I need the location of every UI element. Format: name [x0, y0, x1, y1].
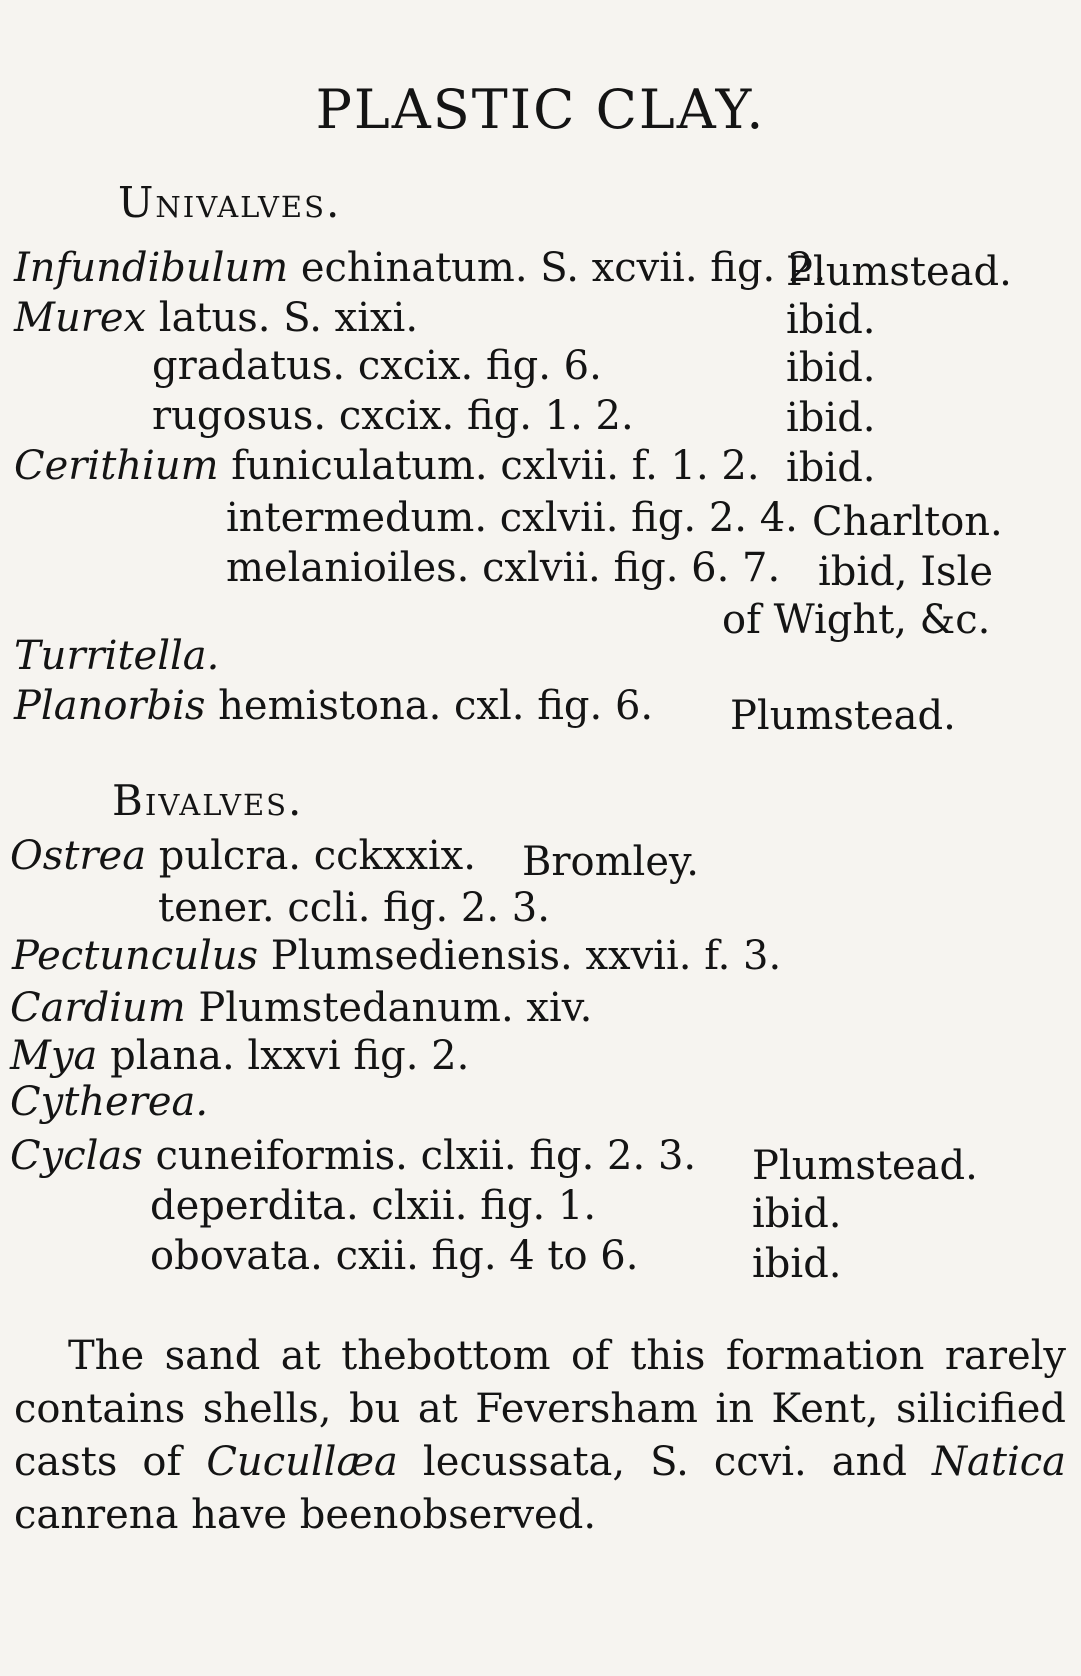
list-item	[150, 1233, 639, 1279]
species-reference: tener. ccli. fig. 2. 3.	[158, 885, 550, 931]
list-item	[14, 295, 419, 341]
locality: ibid.	[752, 1241, 842, 1287]
list-item	[12, 933, 782, 979]
list-item	[152, 343, 602, 389]
locality: ibid.	[786, 395, 876, 441]
genus-name: Mya	[10, 1033, 98, 1079]
bivalves-heading: Bivalves.	[112, 776, 304, 825]
list-item	[14, 245, 827, 291]
univalves-heading: Univalves.	[118, 178, 342, 227]
list-item	[150, 1183, 597, 1229]
species-reference: obovata. cxii. fig. 4 to 6.	[150, 1233, 639, 1279]
locality: Bromley.	[522, 839, 699, 885]
species-reference: pulcra. cckxxix.	[146, 833, 476, 879]
paragraph-genus: Natica	[932, 1439, 1066, 1485]
list-item	[14, 683, 654, 729]
species-reference: cuneiformis. clxii. fig. 2. 3.	[142, 1133, 697, 1179]
species-reference: latus. S. xixi.	[146, 295, 419, 341]
list-item	[10, 985, 593, 1031]
genus-name: Cytherea.	[10, 1079, 209, 1125]
species-reference: plana. lxxvi fig. 2.	[97, 1033, 470, 1079]
species-reference: rugosus. cxcix. fig. 1. 2.	[152, 393, 634, 439]
genus-name: Cyclas	[10, 1133, 143, 1179]
locality: Plumstead.	[752, 1143, 978, 1189]
list-item	[14, 443, 760, 489]
list-item	[158, 885, 550, 931]
species-reference: Plumsediensis. xxvii. f. 3.	[258, 933, 782, 979]
locality: ibid.	[786, 345, 876, 391]
locality: Plumstead.	[786, 249, 1012, 295]
list-item	[226, 545, 781, 591]
genus-name: Pectunculus	[12, 933, 259, 979]
species-reference: intermedum. cxlvii. fig. 2. 4.	[226, 495, 798, 541]
paragraph-text: lecussata, S. ccvi. and	[397, 1439, 933, 1485]
list-item	[10, 1133, 697, 1179]
locality: ibid.	[786, 445, 876, 491]
locality: ibid.	[786, 297, 876, 343]
genus-name: Infundibulum	[14, 245, 289, 291]
list-item	[152, 393, 634, 439]
locality: of Wight, &c.	[722, 597, 991, 643]
paragraph-text: The sand at thebottom of this formation rarely contains shells, bu at Feversham in Kent, silicified casts of	[14, 1333, 1066, 1485]
species-reference: gradatus. cxcix. fig. 6.	[152, 343, 602, 389]
list-item	[10, 1033, 470, 1079]
locality: Charlton.	[812, 499, 1003, 545]
species-reference: hemistona. cxl. fig. 6.	[205, 683, 654, 729]
species-reference: funiculatum. cxlvii. f. 1. 2.	[218, 443, 760, 489]
genus-name: Turritella.	[14, 633, 220, 679]
species-reference: melanioiles. cxlvii. fig. 6. 7.	[226, 545, 781, 591]
paragraph-genus: Cucullæa	[206, 1439, 398, 1485]
genus-name: Planorbis	[14, 683, 206, 729]
list-item	[10, 833, 476, 879]
genus-name: Murex	[14, 295, 147, 341]
species-reference: Plumstedanum. xiv.	[185, 985, 593, 1031]
list-item	[226, 495, 798, 541]
locality: ibid.	[752, 1191, 842, 1237]
page-title: PLASTIC CLAY.	[315, 78, 766, 141]
species-reference: echinatum. S. xcvii. fig. 2.	[288, 245, 827, 291]
list-item	[10, 1079, 209, 1125]
genus-name: Cerithium	[14, 443, 219, 489]
genus-name: Ostrea	[10, 833, 147, 879]
list-item	[14, 633, 220, 679]
paragraph-text: canrena have beenobserved.	[14, 1492, 597, 1538]
locality: ibid, Isle	[818, 549, 994, 595]
genus-name: Cardium	[10, 985, 186, 1031]
closing-paragraph	[14, 1330, 1066, 1542]
species-reference: deperdita. clxii. fig. 1.	[150, 1183, 597, 1229]
locality: Plumstead.	[730, 693, 956, 739]
